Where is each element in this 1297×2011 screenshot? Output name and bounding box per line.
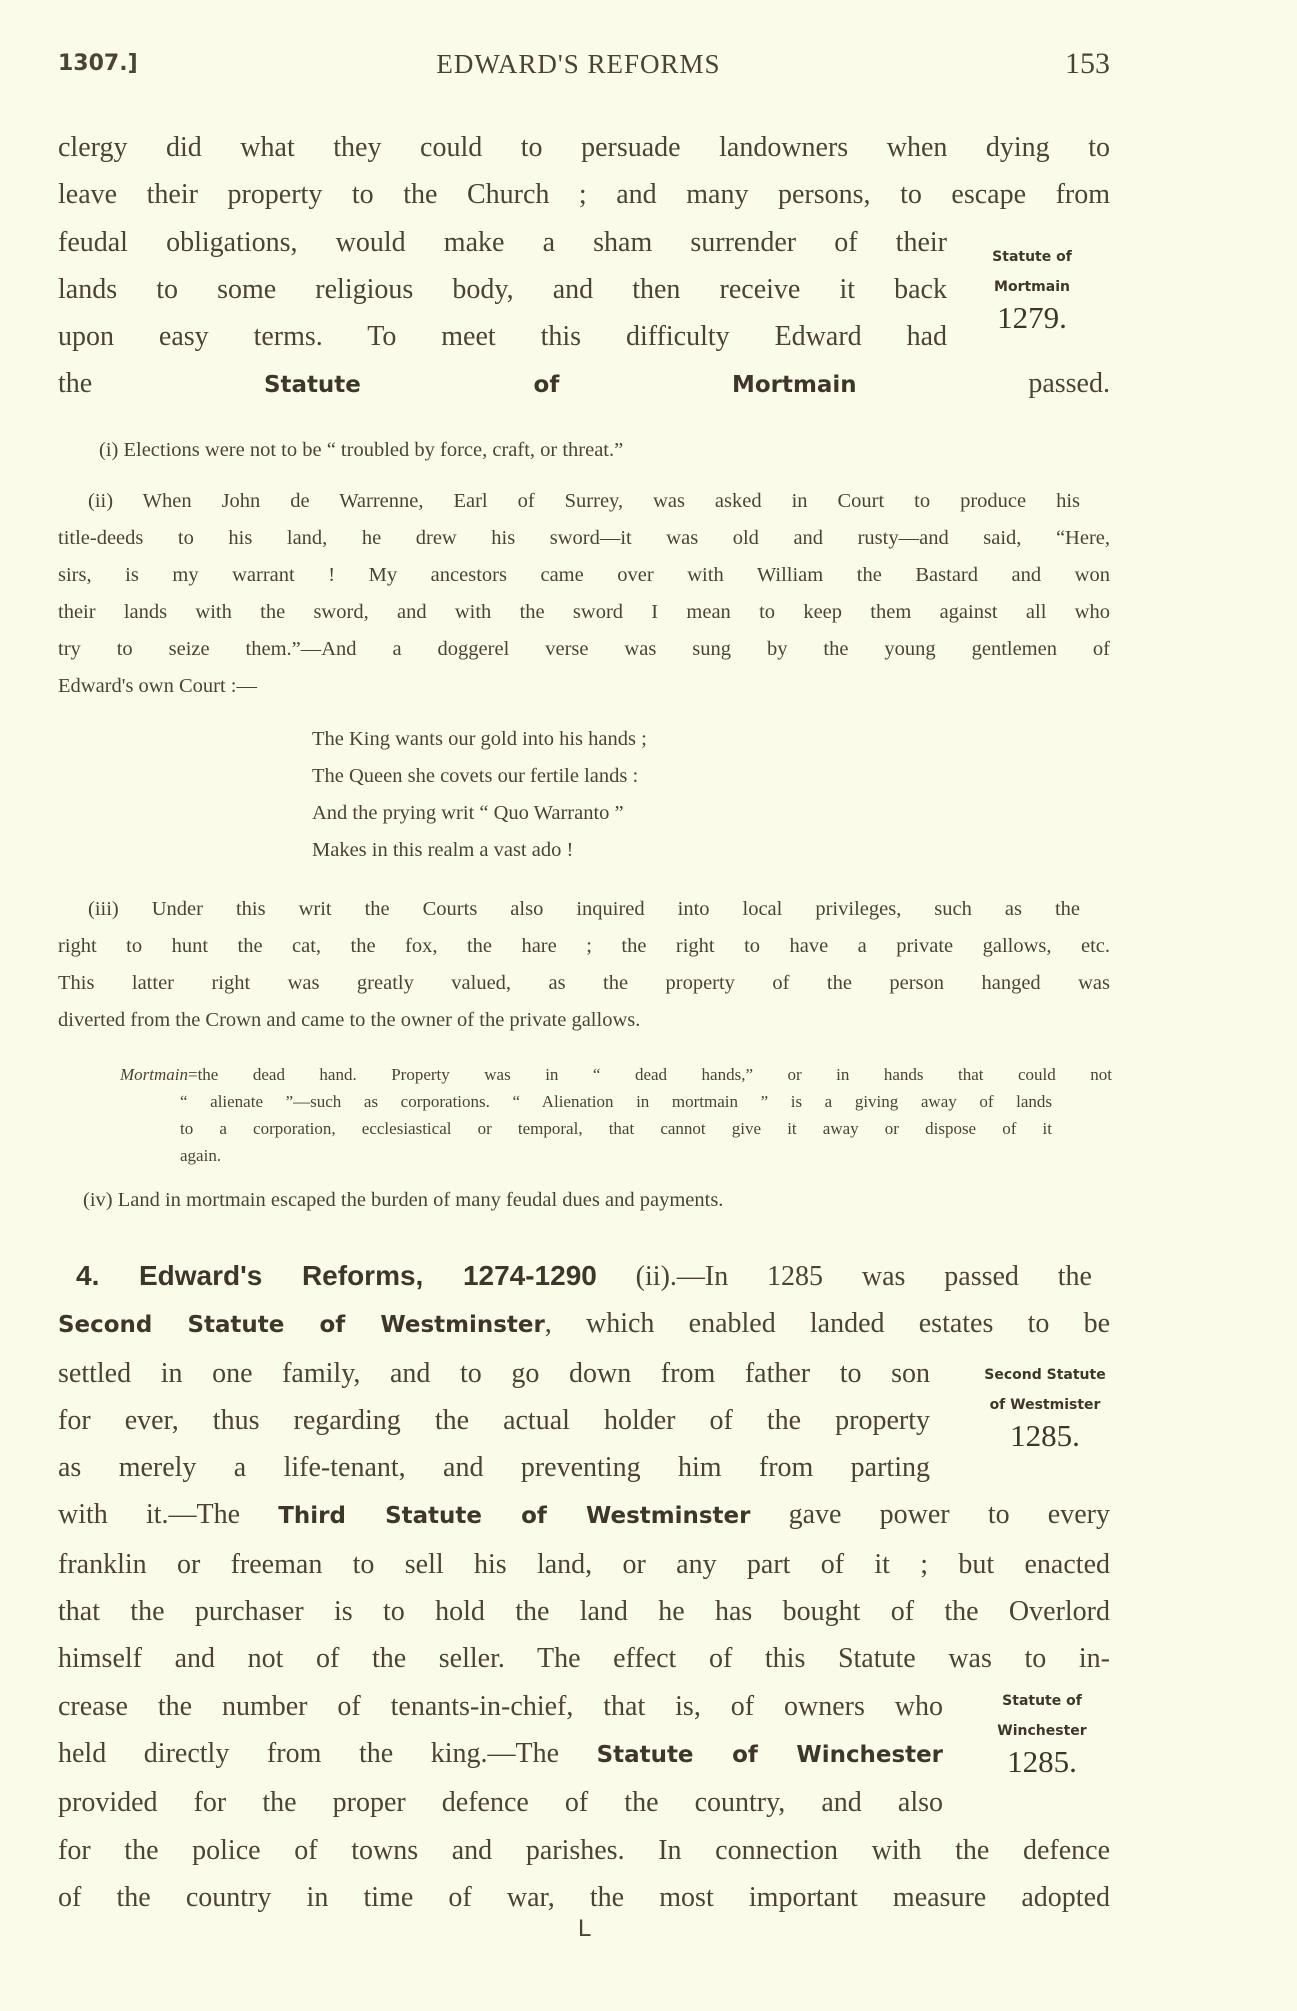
text-line	[312, 795, 647, 832]
margin-note-line: Statute of	[992, 249, 1072, 265]
text-run: to a corporation, ecclesiastical or temporal, that cannot give it away or dispose of it	[180, 1119, 1052, 1138]
text-line	[180, 1088, 1052, 1115]
text-line	[58, 219, 947, 266]
text-run: upon easy terms. To meet this difficulty Edward had	[58, 321, 947, 353]
text-run: for ever, thus regarding the actual holder of the property	[58, 1404, 930, 1436]
text-run: Edward's own Court :—	[58, 675, 257, 697]
text-line	[58, 1588, 1110, 1635]
note-mortmain-definition	[120, 1061, 1112, 1169]
text-line	[58, 1491, 1110, 1540]
text-line	[99, 432, 623, 469]
text-run: This latter right was greatly valued, as the property of the person hanged was	[58, 972, 1110, 994]
text-run: held directly from the king.—The	[58, 1737, 597, 1769]
text-line	[312, 832, 647, 869]
margin-note-line: Statute of	[1002, 1693, 1082, 1709]
text-run: The Queen she covets our fertile lands :	[312, 765, 639, 787]
text-line	[58, 668, 1110, 705]
text-line	[58, 1541, 1110, 1588]
text-run: leave their property to the Church ; and many persons, to escape from	[58, 179, 1110, 211]
text-line	[58, 594, 1110, 631]
bold-term: Statute of Winchester	[596, 1741, 943, 1768]
paragraph-mortmain	[58, 124, 1110, 410]
note-iv	[83, 1182, 723, 1219]
text-run: the	[58, 368, 264, 400]
running-head-date: 1307.]	[58, 51, 138, 76]
text-run: crease the number of tenants-in-chief, that is, of owners who	[58, 1690, 943, 1722]
page-number: 153	[1065, 47, 1110, 80]
text-run: (i) Elections were not to be “ troubled by force, craft, or threat.”	[99, 439, 624, 461]
margin-note-line: Mortmain	[994, 279, 1070, 295]
text-line	[58, 1300, 1110, 1349]
margin-note-line: of Westmister	[989, 1397, 1101, 1413]
text-run: “ alienate ”—such as corporations. “ Alienation in mortmain ” is a giving away of lands	[180, 1092, 1052, 1111]
text-run: their lands with the sword, and with the sword I mean to keep them against all who	[58, 601, 1110, 623]
text-line	[83, 1182, 723, 1219]
text-run: clergy did what they could to persuade landowners when dying to	[58, 132, 1110, 163]
signature-mark: L	[578, 1915, 592, 1942]
text-line	[58, 1444, 930, 1491]
note-ii	[58, 483, 1110, 705]
text-run: that the purchaser is to hold the land he has bought of the Overlord	[58, 1596, 1110, 1628]
text-run: (ii) When John de Warrenne, Earl of Surrey, was asked in Court to produce his	[88, 490, 1080, 512]
verse	[312, 721, 647, 869]
text-line	[58, 124, 1110, 171]
margin-note-year: 1279.	[997, 300, 1067, 335]
text-line	[58, 965, 1110, 1002]
running-head-title: EDWARD'S REFORMS	[436, 49, 721, 79]
text-line	[76, 1252, 1092, 1300]
text-run: (ii).—In 1285 was passed the	[596, 1261, 1092, 1292]
text-line	[58, 171, 1110, 218]
text-line	[312, 758, 647, 795]
note-i	[99, 432, 623, 469]
text-line	[58, 313, 947, 360]
margin-note-year: 1285.	[1010, 1418, 1080, 1453]
text-run: Makes in this realm a vast ado !	[312, 839, 574, 861]
text-line	[88, 891, 1080, 928]
bold-term: Statute of Mortmain	[263, 372, 857, 399]
text-line	[58, 1827, 1110, 1874]
text-run: And the prying writ “ Quo Warranto ”	[312, 802, 624, 824]
margin-note-year: 1285.	[1007, 1744, 1077, 1779]
text-line	[58, 631, 1110, 668]
text-line	[58, 1683, 943, 1730]
text-run: The King wants our gold into his hands ;	[312, 728, 647, 750]
text-line	[180, 1142, 1112, 1169]
text-run: provided for the proper defence of the country, and also	[58, 1787, 943, 1819]
margin-note-statute-of-winchester	[972, 1686, 1112, 1777]
text-line	[120, 1061, 1112, 1088]
text-run: gave power to every	[750, 1499, 1110, 1531]
text-run: franklin or freeman to sell his land, or any part of it ; but enacted	[58, 1548, 1110, 1580]
italic-term: Mortmain	[120, 1065, 188, 1084]
text-line	[58, 928, 1110, 965]
bold-term: 4. Edward's Reforms, 1274-1290	[76, 1260, 597, 1291]
text-run: =the dead hand. Property was in “ dead hands,” or in hands that could not	[188, 1065, 1112, 1084]
text-run: lands to some religious body, and then receive it back	[58, 273, 947, 305]
margin-note-statute-of-mortmain	[962, 242, 1102, 333]
text-run: again.	[180, 1146, 222, 1165]
text-line	[58, 1002, 1110, 1039]
text-line	[58, 1779, 943, 1826]
text-run: title-deeds to his land, he drew his sword—it was old and rusty—and said, “Here,	[58, 527, 1110, 549]
text-line	[58, 520, 1110, 557]
margin-note-second-statute-of-westminster	[965, 1360, 1125, 1451]
text-line	[58, 557, 1110, 594]
text-line	[180, 1115, 1052, 1142]
text-run: right to hunt the cat, the fox, the hare ; the right to have a private gallows, etc.	[58, 935, 1110, 957]
text-line	[88, 483, 1080, 520]
text-run: for the police of towns and parishes. In connection with the defence	[58, 1834, 1110, 1866]
text-run: passed.	[856, 368, 1110, 400]
text-run: (iv) Land in mortmain escaped the burden of many feudal dues and payments.	[83, 1189, 724, 1211]
text-run: (iii) Under this writ the Courts also inquired into local privileges, such as the	[88, 898, 1080, 920]
text-line	[58, 360, 1110, 409]
text-line	[58, 1397, 930, 1444]
text-line	[312, 721, 647, 758]
note-iii	[58, 891, 1110, 1039]
bold-term: Second Statute of Westminster	[58, 1312, 545, 1339]
text-run: as merely a life-tenant, and preventing him from parting	[58, 1452, 930, 1484]
text-run: himself and not of the seller. The effect of this Statute was to in-	[58, 1643, 1110, 1675]
section-4-edwards-reforms	[58, 1252, 1110, 1921]
text-line	[58, 266, 947, 313]
bold-term: Third Statute of Westminster	[278, 1503, 751, 1530]
text-run: diverted from the Crown and came to the owner of the private gallows.	[58, 1009, 641, 1031]
text-run: feudal obligations, would make a sham surrender of their	[58, 226, 947, 258]
margin-note-line: Second Statute	[984, 1367, 1106, 1383]
text-run: settled in one family, and to go down from father to son	[58, 1357, 930, 1389]
text-line	[58, 1350, 930, 1397]
text-run: sirs, is my warrant ! My ancestors came over with William the Bastard and won	[58, 564, 1110, 586]
text-line	[58, 1730, 943, 1779]
margin-note-line: Winchester	[997, 1723, 1087, 1739]
text-run: , which enabled landed estates to be	[544, 1308, 1111, 1340]
text-run: of the country in time of war, the most important measure adopted	[58, 1881, 1110, 1913]
text-line	[58, 1635, 1110, 1682]
text-run: try to seize them.”—And a doggerel verse was sung by the young gentlemen of	[58, 638, 1110, 660]
text-run: with it.—The	[58, 1499, 279, 1531]
